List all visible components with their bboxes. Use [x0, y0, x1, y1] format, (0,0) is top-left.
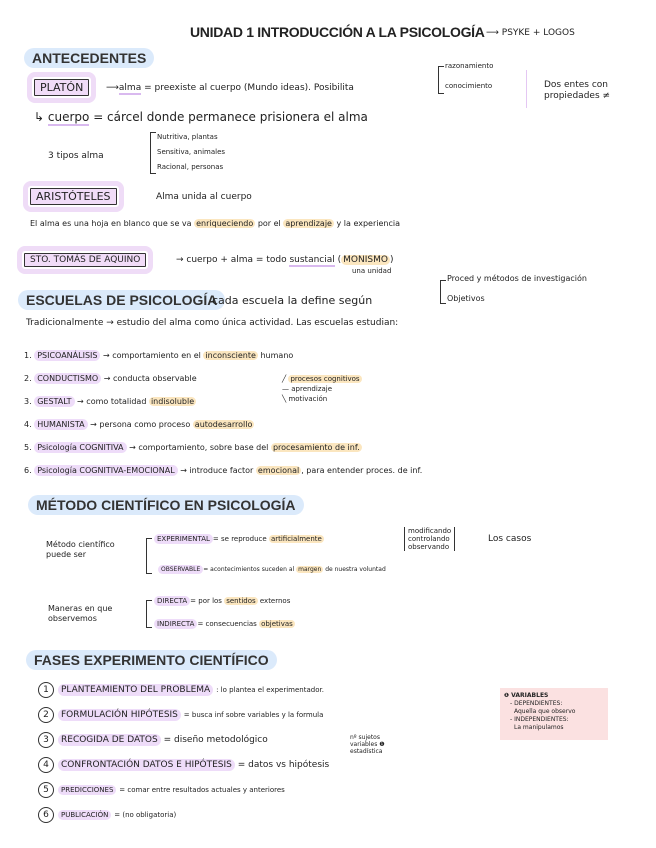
- indirecta-line: INDIRECTA = consecuencias objetivas: [154, 620, 295, 628]
- etymology: PSYKE + LOGOS: [501, 28, 575, 38]
- side-note: Dos entes con propiedades ≠: [544, 80, 611, 101]
- escuelas-trad: Tradicionalmente → estudio del alma como única actividad. Las escuelas estudian:: [26, 318, 399, 328]
- fases-list: [38, 678, 329, 828]
- escuelas-list: [24, 344, 422, 482]
- posibilita-item: razonamiento: [445, 62, 494, 70]
- criterion: Objetivos: [447, 294, 485, 303]
- exp-end: Los casos: [488, 534, 532, 544]
- aristoteles-def: Alma unida al cuerpo: [156, 192, 252, 202]
- platon-alma-line: ⟶alma = preexiste al cuerpo (Mundo ideas). Posibilita: [106, 83, 354, 93]
- tipos-label: 3 tipos alma: [48, 151, 104, 161]
- escuela-item: 6. Psicología COGNITIVA-EMOCIONAL → introduce factor emocional , para entender proces. de inf.: [24, 466, 423, 475]
- section-fases: FASES EXPERIMENTO CIENTÍFICO: [26, 650, 277, 670]
- escuela-item: 5. Psicología COGNITIVA → comportamiento, sobre base del procesamiento de inf.: [24, 443, 360, 452]
- page-title: UNIDAD 1 INTRODUCCIÓN A LA PSICOLOGÍA: [190, 24, 485, 40]
- escuela-item: 3. GESTALT → como totalidad indisoluble: [24, 397, 195, 406]
- escuela-item: 4. HUMANISTA → persona como proceso autodesarrollo: [24, 420, 253, 429]
- escuela-item: 1. PSICOANÁLISIS → comportamiento en el inconsciente humano: [24, 351, 294, 360]
- tomas-def: → cuerpo + alma = todo sustancial ( MONISMO ): [176, 255, 394, 265]
- maneras: Maneras en que observemos: [48, 604, 113, 623]
- fase-item: 1 PLANTEAMIENTO DEL PROBLEMA : lo plantea el experimentador.: [38, 678, 329, 703]
- posibilita-item: conocimiento: [445, 82, 493, 90]
- section-metodo: MÉTODO CIENTÍFICO EN PSICOLOGÍA: [28, 495, 304, 515]
- section-antecedentes: ANTECEDENTES: [24, 48, 154, 68]
- platon-label: PLATÓN: [34, 79, 89, 96]
- tomas-sub: una unidad: [352, 267, 392, 275]
- escuelas-intro: cada escuela la define según: [212, 294, 373, 307]
- directa-line: DIRECTA = por los sentidos externos: [154, 597, 290, 605]
- aristoteles-line: El alma es una hoja en blanco que se va enriqueciendo por el aprendizaje y la experiencia: [30, 219, 400, 228]
- tipos-list: Nutritiva, plantas Sensitiva, animales Racional, personas: [157, 133, 226, 171]
- fase-item: 2 FORMULACIÓN HIPÓTESIS = busca inf sobre variables y la formula: [38, 703, 329, 728]
- observable-line: OBSERVABLE = acontecimientos suceden al margen de nuestra voluntad: [158, 566, 386, 573]
- fase-item: 4 CONFRONTACIÓN DATOS E HIPÓTESIS = datos vs hipótesis: [38, 753, 329, 778]
- escuela-item: 2. CONDUCTISMO → conducta observable: [24, 374, 197, 383]
- puede-ser: Método científico puede ser: [46, 540, 115, 559]
- bracket: [438, 66, 444, 94]
- cuerpo-line: ↳ cuerpo = cárcel donde permanece prisionera el alma: [34, 110, 368, 124]
- fase-item: 3 RECOGIDA DE DATOS = diseño metodológico: [38, 728, 329, 753]
- exp-list: modificando controlando observando: [404, 527, 455, 551]
- tomas-label: STO. TOMÁS DE AQUINO: [24, 253, 146, 267]
- bracket: [150, 132, 156, 174]
- section-escuelas: ESCUELAS DE PSICOLOGÍA: [18, 290, 225, 310]
- gestalt-branches: ╱ procesos cognitivos — aprendizaje ╲ motivación: [282, 375, 360, 403]
- criterion: Proced y métodos de investigación: [447, 274, 587, 283]
- sticky-note-variables: ❶ VARIABLES - DEPENDIENTES: Aquella que observo - INDEPENDIENTES: La manipulamos: [500, 688, 608, 740]
- fase-item: 6 PUBLICACIÓN = (no obligatoria): [38, 803, 329, 828]
- divider: [526, 70, 527, 108]
- bracket: [440, 280, 446, 304]
- title-arrow: ⟶ PSYKE + LOGOS: [486, 28, 575, 38]
- experimental-line: EXPERIMENTAL = se reproduce artificialmente: [154, 535, 324, 543]
- aristoteles-label: ARISTÓTELES: [30, 188, 117, 205]
- bracket: [146, 600, 152, 628]
- recogida-branches: nº sujetos variables ❶ estadística: [350, 734, 385, 755]
- bracket: [146, 538, 152, 574]
- fase-item: 5 PREDICCIONES = comar entre resultados actuales y anteriores: [38, 778, 329, 803]
